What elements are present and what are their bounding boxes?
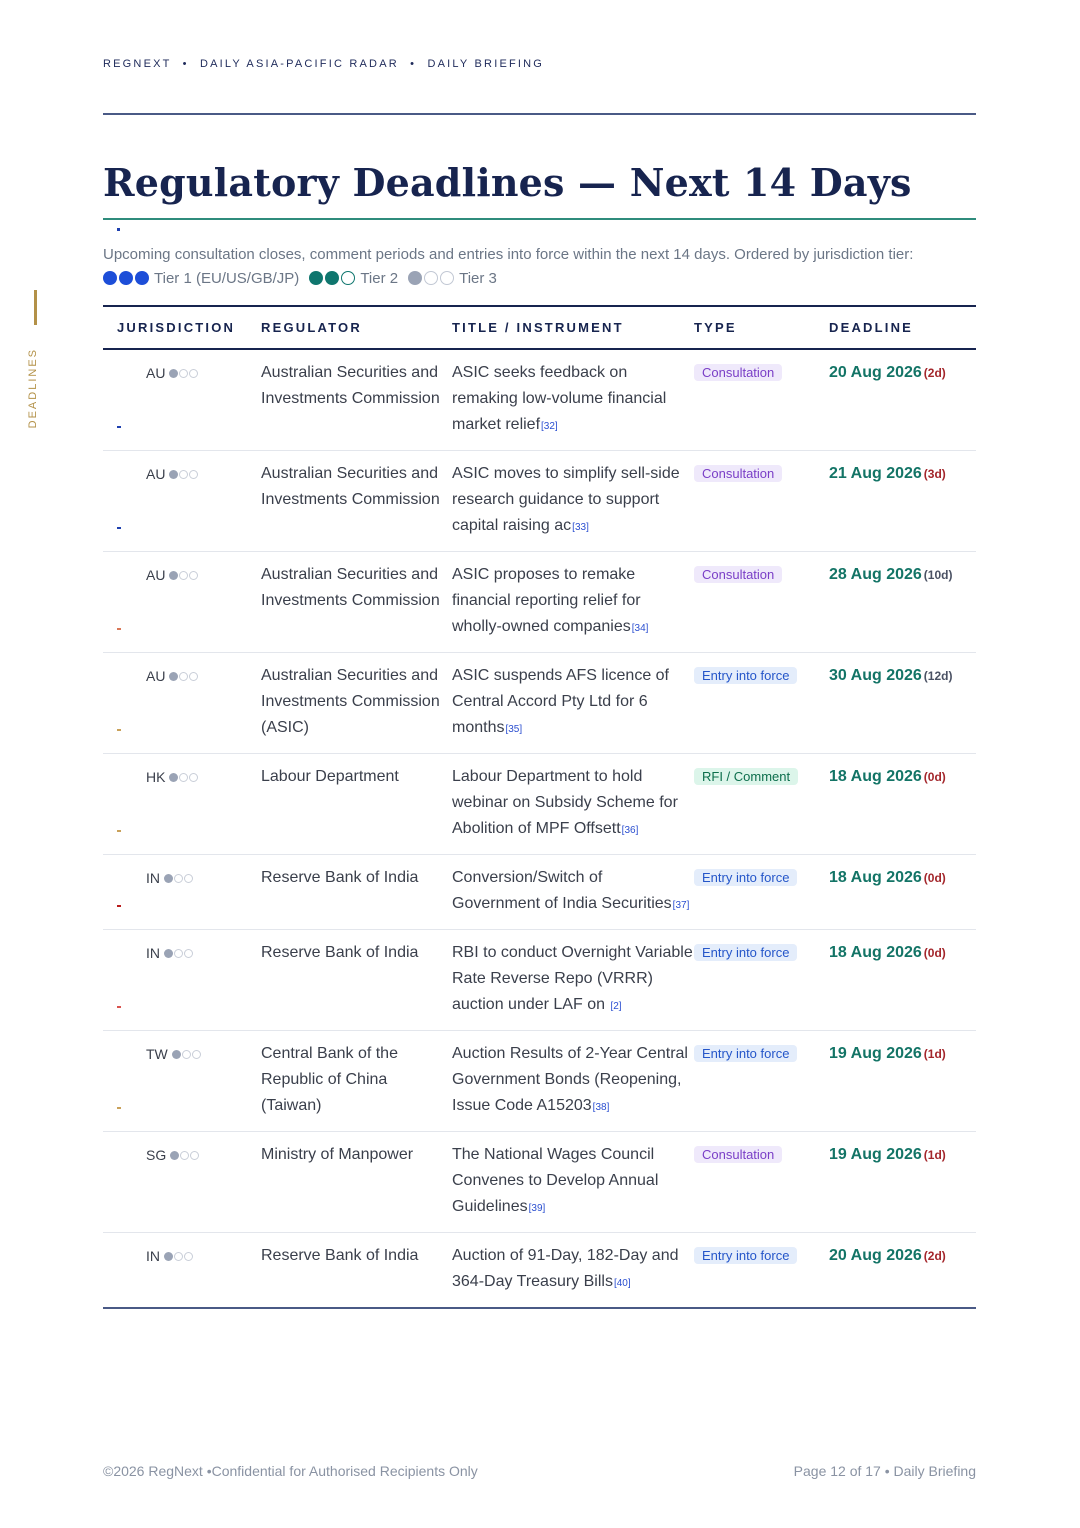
legend-tier2-label: Tier 2	[360, 269, 399, 287]
column-header-title: TITLE / INSTRUMENT	[452, 306, 694, 349]
regulator-cell	[261, 1132, 452, 1233]
regulator-cell	[261, 754, 452, 855]
type-badge: Consultation	[694, 566, 782, 583]
regulator-cell	[261, 930, 452, 1031]
table-row[interactable]	[103, 754, 976, 855]
empty-dot-icon	[341, 271, 355, 285]
title-cell	[452, 653, 694, 754]
type-badge: Consultation	[694, 364, 782, 381]
dot-icon	[408, 271, 422, 285]
jurisdiction-code: AU	[146, 668, 166, 684]
title-rule	[103, 218, 976, 220]
title-cell	[452, 754, 694, 855]
instrument-title: ASIC seeks feedback on remaking low-volume financial market relief	[452, 364, 667, 433]
table-row[interactable]	[103, 1031, 976, 1132]
type-badge: Consultation	[694, 465, 782, 482]
jurisdiction-code: HK	[146, 769, 166, 785]
deadline-cell	[829, 653, 976, 754]
tier3-dots-icon	[169, 773, 199, 782]
row-marker	[117, 426, 121, 428]
legend-tier3	[408, 270, 497, 287]
table-row[interactable]	[103, 855, 976, 930]
deadline-date: 21 Aug 2026	[829, 465, 922, 482]
days-remaining: (2d)	[923, 366, 946, 380]
tier3-dots-icon	[170, 1151, 200, 1160]
tier3-dots-icon	[169, 672, 199, 681]
row-marker	[117, 527, 121, 529]
tier3-dots-icon	[172, 1050, 202, 1059]
deadline-date: 19 Aug 2026	[829, 1045, 922, 1062]
regulator-cell	[261, 552, 452, 653]
dot-icon	[103, 271, 117, 285]
jurisdiction-code: IN	[146, 870, 160, 886]
deadline-cell	[829, 1132, 976, 1233]
column-header-jurisdiction: JURISDICTION	[103, 306, 261, 349]
type-cell	[694, 754, 829, 855]
title-tick	[117, 228, 120, 231]
jurisdiction-cell	[103, 754, 261, 855]
table-header-row	[103, 306, 976, 349]
jurisdiction-cell	[103, 855, 261, 930]
table-row[interactable]	[103, 349, 976, 451]
regulator-cell	[261, 1233, 452, 1309]
running-header	[103, 58, 544, 70]
tier3-dots-icon	[164, 1252, 194, 1261]
deadline-date: 20 Aug 2026	[829, 364, 922, 381]
reference-link[interactable]: [40]	[613, 1278, 631, 1289]
regulator-name: Australian Securities and Investments Commission	[261, 364, 440, 407]
deadline-date: 18 Aug 2026	[829, 768, 922, 785]
instrument-title: Labour Department to hold webinar on Subsidy Scheme for Abolition of MPF Offsett	[452, 768, 678, 837]
regulator-name: Australian Securities and Investments Commission (ASIC)	[261, 667, 440, 736]
type-badge: Entry into force	[694, 667, 797, 684]
jurisdiction-code: AU	[146, 567, 166, 583]
regulator-cell	[261, 653, 452, 754]
title-cell	[452, 1233, 694, 1309]
tier3-dots-icon	[164, 874, 194, 883]
jurisdiction-cell	[103, 451, 261, 552]
table-row[interactable]	[103, 1132, 976, 1233]
type-cell	[694, 552, 829, 653]
regulator-name: Reserve Bank of India	[261, 869, 419, 886]
type-badge: Entry into force	[694, 1247, 797, 1264]
legend-tier3-label: Tier 3	[459, 269, 497, 287]
type-cell	[694, 349, 829, 451]
title-cell	[452, 1031, 694, 1132]
table-row[interactable]	[103, 552, 976, 653]
row-marker	[117, 830, 121, 832]
jurisdiction-cell	[103, 653, 261, 754]
type-badge: Entry into force	[694, 869, 797, 886]
type-badge: RFI / Comment	[694, 768, 798, 785]
jurisdiction-cell	[103, 1233, 261, 1309]
deadline-cell	[829, 1233, 976, 1309]
title-cell	[452, 552, 694, 653]
table-row[interactable]	[103, 653, 976, 754]
reference-link[interactable]: [2]	[610, 1001, 622, 1012]
row-marker	[117, 628, 121, 630]
deadline-date: 18 Aug 2026	[829, 944, 922, 961]
regulator-name: Labour Department	[261, 768, 399, 785]
regulator-cell	[261, 855, 452, 930]
instrument-title: Conversion/Switch of Government of India Securities	[452, 869, 672, 912]
regulator-name: Reserve Bank of India	[261, 1247, 419, 1264]
footer-page-info: Page 12 of 17 • Daily Briefing	[793, 1463, 976, 1479]
jurisdiction-code: IN	[146, 1248, 160, 1264]
instrument-title: ASIC moves to simplify sell-side research guidance to support capital raising ac	[452, 465, 680, 534]
type-cell	[694, 1233, 829, 1309]
type-cell	[694, 930, 829, 1031]
legend-tier2	[309, 270, 398, 287]
deadline-cell	[829, 451, 976, 552]
jurisdiction-cell	[103, 930, 261, 1031]
dot-icon	[119, 271, 133, 285]
row-marker	[117, 905, 121, 907]
table-row[interactable]	[103, 930, 976, 1031]
jurisdiction-code: SG	[146, 1147, 167, 1163]
reference-link[interactable]: [32]	[541, 421, 558, 432]
column-header-deadline: DEADLINE	[829, 306, 976, 349]
side-section-label: DEADLINES	[27, 348, 39, 429]
tier3-dots-icon	[164, 949, 194, 958]
days-remaining: (1d)	[923, 1148, 946, 1162]
tier3-dots-icon	[169, 369, 199, 378]
deadline-cell	[829, 552, 976, 653]
regulator-name: Australian Securities and Investments Commission	[261, 465, 440, 508]
column-header-regulator: REGULATOR	[261, 306, 452, 349]
deadline-cell	[829, 754, 976, 855]
days-remaining: (3d)	[923, 467, 946, 481]
column-header-type: TYPE	[694, 306, 829, 349]
regulator-name: Ministry of Manpower	[261, 1146, 414, 1163]
reference-link[interactable]: [38]	[592, 1102, 610, 1113]
title-cell	[452, 451, 694, 552]
type-cell	[694, 1132, 829, 1233]
jurisdiction-cell	[103, 1031, 261, 1132]
reference-link[interactable]: [37]	[672, 900, 690, 911]
dot-icon	[135, 271, 149, 285]
row-marker	[117, 1006, 121, 1008]
type-cell	[694, 1031, 829, 1132]
title-cell	[452, 855, 694, 930]
footer-copyright: ©2026 RegNext •Confidential for Authorised Recipients Only	[103, 1463, 478, 1479]
reference-link[interactable]: [35]	[505, 724, 523, 735]
deadline-date: 30 Aug 2026	[829, 667, 922, 684]
regulator-cell	[261, 349, 452, 451]
empty-dot-icon	[424, 271, 438, 285]
jurisdiction-code: TW	[146, 1046, 168, 1062]
intro-text: Upcoming consultation closes, comment periods and entries into force within the next 14 days. Ordered by jurisdiction tier:	[103, 246, 914, 263]
reference-link[interactable]: [36]	[621, 825, 639, 836]
legend-tier1	[103, 270, 299, 287]
instrument-title: ASIC proposes to remake financial reporting relief for wholly-owned companies	[452, 566, 641, 635]
type-cell	[694, 855, 829, 930]
title-cell	[452, 349, 694, 451]
page-title: Regulatory Deadlines — Next 14 Days	[103, 160, 912, 205]
deadline-cell	[829, 855, 976, 930]
deadline-date: 28 Aug 2026	[829, 566, 922, 583]
reference-link[interactable]: [33]	[572, 522, 589, 533]
reference-link[interactable]: [34]	[631, 623, 649, 634]
header-separator: •	[182, 58, 189, 70]
days-remaining: (0d)	[923, 770, 946, 784]
row-marker	[117, 1107, 121, 1109]
deadlines-table	[103, 305, 976, 1309]
deadline-date: 18 Aug 2026	[829, 869, 922, 886]
dot-icon	[325, 271, 339, 285]
instrument-title: Auction of 91-Day, 182-Day and 364-Day Treasury Bills	[452, 1247, 679, 1290]
days-remaining: (12d)	[923, 669, 953, 683]
header-section: DAILY ASIA-PACIFIC RADAR	[199, 58, 399, 70]
empty-dot-icon	[440, 271, 454, 285]
days-remaining: (0d)	[923, 946, 946, 960]
type-badge: Entry into force	[694, 944, 797, 961]
dot-icon	[309, 271, 323, 285]
instrument-title: RBI to conduct Overnight Variable Rate Reverse Repo (VRRR) auction under LAF on	[452, 944, 693, 1013]
legend-tier1-label: Tier 1 (EU/US/GB/JP)	[154, 269, 300, 287]
deadline-date: 19 Aug 2026	[829, 1146, 922, 1163]
tier3-dots-icon	[169, 470, 199, 479]
type-cell	[694, 451, 829, 552]
jurisdiction-code: AU	[146, 365, 166, 381]
jurisdiction-code: IN	[146, 945, 160, 961]
title-cell	[452, 1132, 694, 1233]
header-doc: DAILY BRIEFING	[427, 58, 545, 70]
side-accent-bar	[34, 290, 37, 325]
tier-legend	[103, 267, 507, 289]
type-badge: Consultation	[694, 1146, 782, 1163]
deadline-cell	[829, 930, 976, 1031]
regulator-cell	[261, 451, 452, 552]
reference-link[interactable]: [39]	[528, 1203, 546, 1214]
deadline-cell	[829, 349, 976, 451]
type-cell	[694, 653, 829, 754]
title-cell	[452, 930, 694, 1031]
regulator-name: Central Bank of the Republic of China (Taiwan)	[261, 1045, 398, 1114]
table-row[interactable]	[103, 1233, 976, 1309]
jurisdiction-cell	[103, 1132, 261, 1233]
table-row[interactable]	[103, 451, 976, 552]
jurisdiction-code: AU	[146, 466, 166, 482]
tier3-dots-icon	[169, 571, 199, 580]
days-remaining: (0d)	[923, 871, 946, 885]
jurisdiction-cell	[103, 349, 261, 451]
days-remaining: (10d)	[923, 568, 953, 582]
deadline-date: 20 Aug 2026	[829, 1247, 922, 1264]
regulator-cell	[261, 1031, 452, 1132]
regulator-name: Reserve Bank of India	[261, 944, 419, 961]
days-remaining: (2d)	[923, 1249, 946, 1263]
instrument-title: The National Wages Council Convenes to Develop Annual Guidelines	[452, 1146, 659, 1215]
instrument-title: Auction Results of 2-Year Central Government Bonds (Reopening, Issue Code A15203	[452, 1045, 688, 1114]
header-brand: REGNEXT	[103, 58, 172, 70]
days-remaining: (1d)	[923, 1047, 946, 1061]
header-rule	[103, 113, 976, 115]
jurisdiction-cell	[103, 552, 261, 653]
instrument-title: ASIC suspends AFS licence of Central Accord Pty Ltd for 6 months	[452, 667, 669, 736]
header-separator: •	[410, 58, 417, 70]
type-badge: Entry into force	[694, 1045, 797, 1062]
regulator-name: Australian Securities and Investments Commission	[261, 566, 440, 609]
deadline-cell	[829, 1031, 976, 1132]
row-marker	[117, 729, 121, 731]
